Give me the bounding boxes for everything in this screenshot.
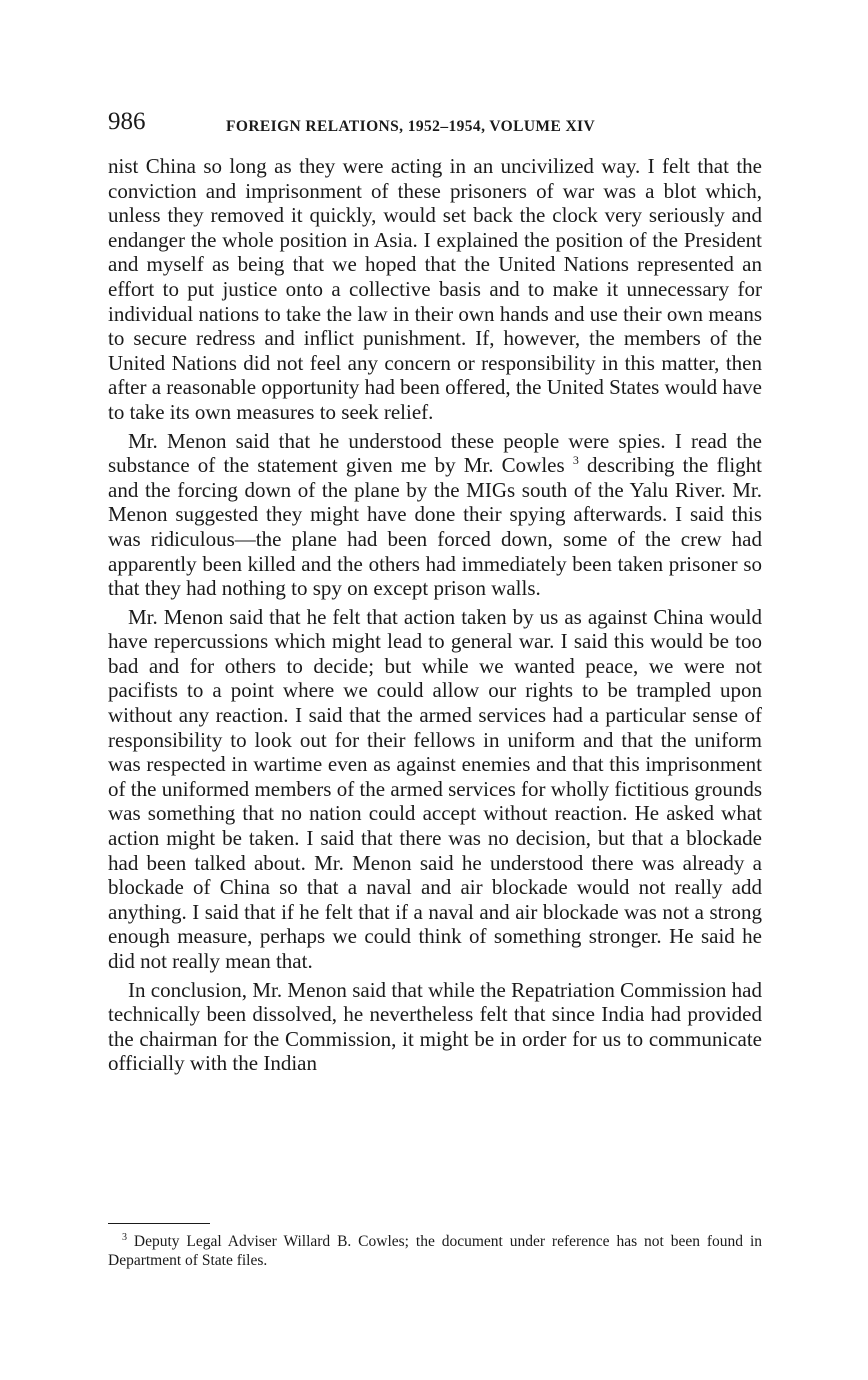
paragraph-spies [108, 429, 762, 601]
page-content [108, 108, 762, 1080]
footnote-text: Deputy Legal Adviser Willard B. Cowles; the document under reference has not been found in Department of State files. [108, 1233, 762, 1269]
paragraph-conclusion: In conclusion, Mr. Menon said that while the Repatriation Commission had technically been dissolved, he nevertheless felt that since India had provided the chairman for the Commission, it might be in order for us to communicate officially with the Indian [108, 977, 762, 1076]
running-title: FOREIGN RELATIONS, 1952–1954, VOLUME XIV [226, 118, 596, 135]
footnotes [108, 1232, 762, 1270]
body-text [108, 154, 762, 1076]
footnote-mark: 3 [122, 1231, 127, 1243]
running-head [108, 108, 762, 148]
footnote-reference[interactable]: 3 [572, 453, 579, 468]
paragraph-continued: nist China so long as they were acting in an uncivilized way. I felt that the conviction and imprisonment of these prisoners of war was a blot which, unless they removed it quickly, would set back the clock very seriously and endanger the whole position in Asia. I explained the position of the President and myself as being that we hoped that the United Nations represented an effort to put justice onto a collective basis and to make it unnecessary for individual nations to take the law in their own hands and use their own means to secure redress and inflict punishment. If, however, the members of the United Nations did not feel any concern or responsibility in this matter, then after a reasonable opportunity had been offered, the United States would have to take its own measures to seek relief. [108, 154, 762, 424]
paragraph-text: describing the flight and the forcing down of the plane by the MIGs south of the Yalu River. Mr. Menon suggested they might have done their spying afterwards. I said this was ridiculous—the plane had been forced down, some of the crew had apparently been killed and the others had immediately been taken prisoner so that they had nothing to spy on except prison walls. [108, 453, 762, 601]
paragraph-repercussions: Mr. Menon said that he felt that action taken by us as against China would have repercussions which might lead to general war. I said this would be too bad and for others to decide; but while we wanted peace, we were not pacifists to a point where we could allow our rights to be trampled upon without any reaction. I said that the armed services had a particular sense of responsibility to look out for their fellows in uniform and that the uniform was respected in wartime even as against enemies and that this imprisonment of the uniformed members of the armed services for wholly fictitious grounds was something that no nation could accept without reaction. He asked what action might be taken. I said that there was no decision, but that a blockade had been talked about. Mr. Menon said he understood there was already a blockade of China so that a naval and air blockade would not really add anything. I said that if he felt that if a naval and air blockade was not a strong enough measure, perhaps we could think of something stronger. He said he did not really mean that. [108, 604, 762, 973]
page-number: 986 [108, 108, 146, 135]
footnote-divider [108, 1223, 210, 1224]
footnote [108, 1232, 762, 1270]
paragraph-text: Mr. Menon said that he understood these people were spies. I read the substance of the statement given me by Mr. Cowles [108, 428, 762, 478]
